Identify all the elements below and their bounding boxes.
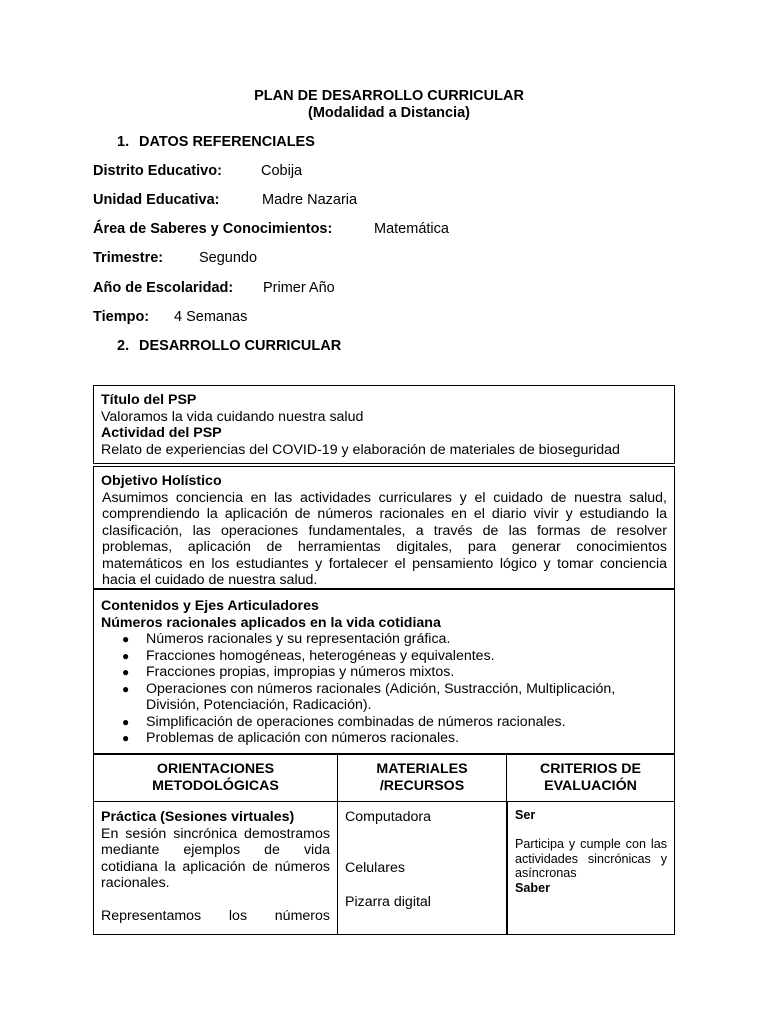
field-value: Madre Nazaria — [262, 192, 358, 208]
field-anio — [93, 280, 335, 296]
col-header-text: CRITERIOS DE EVALUACIÓN — [540, 761, 641, 794]
field-label: Año de Escolaridad: — [93, 280, 234, 296]
list-item: ● Problemas de aplicación con números racionales. — [101, 730, 667, 747]
field-label: Trimestre: — [93, 250, 164, 266]
criterio-saber-label: Saber — [515, 881, 551, 896]
field-tiempo — [93, 309, 248, 325]
psp-activity-label: Actividad del PSP — [101, 425, 222, 441]
field-label: Área de Saberes y Conocimientos: — [93, 221, 333, 237]
psp-title-label: Título del PSP — [101, 392, 197, 408]
orientaciones-paragraph: En sesión sincrónica demostramos mediante ejemplos de vida cotidiana la aplicación de números racionales. — [101, 825, 330, 891]
field-area — [93, 221, 449, 237]
field-label: Tiempo: — [93, 309, 150, 325]
psp-title-value: Valoramos la vida cuidando nuestra salud — [101, 408, 364, 425]
field-value: Primer Año — [263, 280, 335, 296]
contenidos-cell — [93, 589, 675, 754]
field-value: Segundo — [199, 250, 258, 266]
criterios-cell — [506, 801, 675, 935]
objetivo-cell — [93, 466, 675, 589]
section-number: 1. — [117, 134, 130, 150]
field-trimestre — [93, 250, 258, 266]
list-item: ● Fracciones homogéneas, heterogéneas y equivalentes. — [101, 648, 667, 665]
field-distrito — [93, 163, 303, 179]
section-number: 2. — [117, 338, 130, 354]
psp-activity-value: Relato de experiencias del COVID-19 y elaboración de materiales de bioseguridad — [101, 441, 620, 458]
page-title: PLAN DE DESARROLLO CURRICULAR — [254, 88, 524, 104]
materiales-cell — [337, 801, 507, 935]
col-header-text: MATERIALES /RECURSOS — [376, 761, 468, 794]
field-value: 4 Semanas — [174, 309, 248, 325]
objetivo-text: Asumimos conciencia en las actividades curriculares y el cuidado de nuestra salud, comprendiendo la aplicación de números racionales en el diario vivir y estudiando la clasificación, las operaciones fundamentales, a través de las formas de resolver problemas, aplicación de herramientas digitales, para generar conocimientos matemáticos en los estudiantes y fortalecer el pensamiento lógico y tomar conciencia hacia el cuidado de nuestra salud. — [102, 489, 667, 588]
list-item: ● Números racionales y su representación gráfica. — [101, 631, 667, 648]
material-item: Computadora — [345, 809, 431, 825]
curriculum-table — [93, 385, 675, 935]
objetivo-label: Objetivo Holístico — [101, 473, 222, 489]
list-item: ● Simplificación de operaciones combinadas de números racionales. — [101, 714, 667, 731]
criterio-ser-text: Participa y cumple con las actividades sincrónicas y asíncronas — [515, 836, 667, 881]
orientaciones-cell — [93, 801, 338, 935]
list-item: ● Operaciones con números racionales (Adición, Sustracción, Multiplicación, División, Potenciación, Radicación). — [101, 681, 667, 714]
criterio-ser-label: Ser — [515, 808, 536, 822]
material-item: Celulares — [345, 859, 405, 876]
psp-cell — [93, 385, 675, 464]
list-item: ● Fracciones propias, impropias y números mixtos. — [101, 664, 667, 681]
contenidos-subtitle: Números racionales aplicados en la vida cotidiana — [101, 614, 441, 631]
col-header-materiales — [337, 754, 507, 802]
orientaciones-heading: Práctica (Sesiones virtuales) — [101, 809, 295, 825]
contenidos-list — [101, 631, 667, 747]
field-label: Distrito Educativo: — [93, 163, 222, 179]
field-label: Unidad Educativa: — [93, 192, 220, 208]
field-value: Cobija — [261, 163, 303, 179]
orientaciones-paragraph: Representamos los números — [101, 907, 330, 924]
page-subtitle: (Modalidad a Distancia) — [308, 105, 470, 121]
col-header-orientaciones — [93, 754, 338, 802]
contenidos-label: Contenidos y Ejes Articuladores — [101, 598, 319, 614]
col-header-text: ORIENTACIONES METODOLÓGICAS — [152, 761, 279, 794]
section-title: DATOS REFERENCIALES — [139, 134, 315, 150]
field-value: Matemática — [374, 221, 449, 237]
field-unidad — [93, 192, 358, 208]
material-item: Pizarra digital — [345, 894, 431, 910]
col-header-criterios — [506, 754, 675, 802]
section-title: DESARROLLO CURRICULAR — [139, 338, 342, 354]
